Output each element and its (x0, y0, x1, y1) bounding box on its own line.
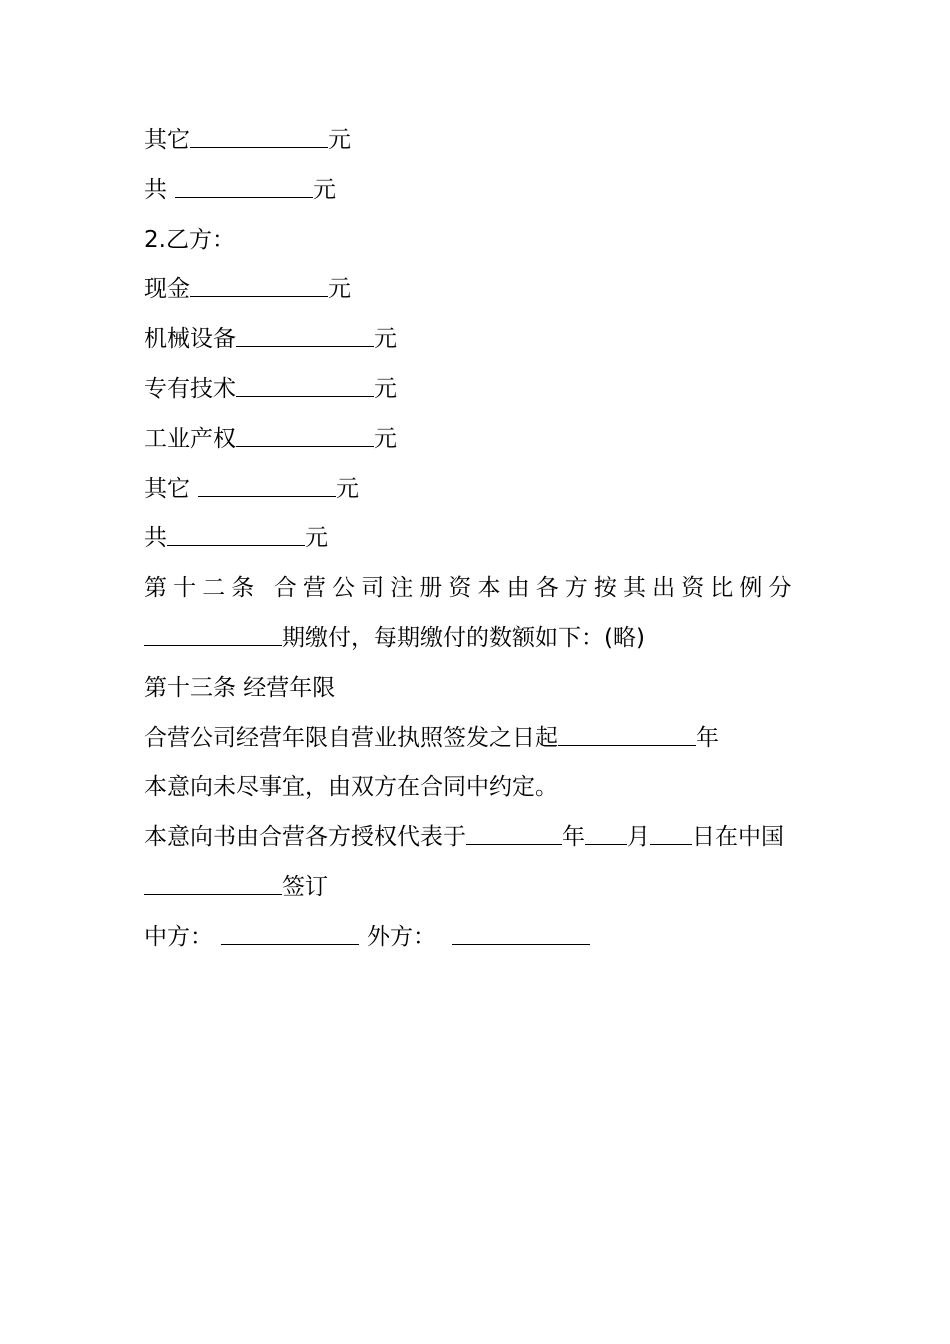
foreign-party-signature-blank[interactable] (452, 922, 590, 945)
month-label: 月 (627, 824, 650, 851)
party-b-industrial-property-line (144, 415, 824, 465)
total-label: 共 (144, 176, 167, 203)
party-b-cash-line (144, 265, 824, 315)
other-amount-blank[interactable] (198, 474, 336, 497)
article-13-heading: 第十三条 经营年限 (144, 674, 336, 701)
installments-blank[interactable] (144, 623, 282, 646)
currency-unit: 元 (374, 375, 397, 402)
signing-place-line (144, 863, 824, 913)
foreign-party-label: 外方： (367, 923, 436, 950)
party-b-total-line (144, 514, 824, 564)
party-b-other-line (144, 465, 824, 515)
party-a-total-line (144, 166, 824, 216)
signing-place-blank[interactable] (144, 872, 282, 895)
total-amount-blank[interactable] (175, 175, 313, 198)
total-label: 共 (144, 525, 167, 552)
currency-unit: 元 (374, 425, 397, 452)
machinery-label: 机械设备 (144, 326, 236, 353)
proprietary-tech-label: 专有技术 (144, 375, 236, 402)
currency-unit: 元 (313, 176, 336, 203)
cash-amount-blank[interactable] (190, 274, 328, 297)
industrial-property-amount-blank[interactable] (236, 424, 374, 447)
party-a-other-line (144, 116, 824, 166)
currency-unit: 元 (336, 475, 359, 502)
proprietary-tech-amount-blank[interactable] (236, 374, 374, 397)
total-amount-blank[interactable] (167, 523, 305, 546)
party-b-machinery-line (144, 315, 824, 365)
year-label: 年 (562, 824, 585, 851)
currency-unit: 元 (328, 127, 351, 153)
signing-month-blank[interactable] (585, 822, 627, 845)
currency-unit: 元 (305, 525, 328, 552)
industrial-property-label: 工业产权 (144, 425, 236, 452)
article-12-text: 期缴付，每期缴付的数额如下：(略) (282, 624, 645, 651)
signing-prefix: 本意向书由合营各方授权代表于 (144, 824, 466, 851)
unfinished-matters-line: 本意向未尽事宜，由双方在合同中约定。 (144, 774, 558, 801)
signatures-line (144, 913, 824, 963)
term-text: 合营公司经营年限自营业执照签发之日起 (144, 724, 558, 751)
currency-unit: 元 (328, 276, 351, 303)
signing-day-blank[interactable] (650, 822, 692, 845)
currency-unit: 元 (374, 326, 397, 353)
day-place-label: 日在中国 (692, 824, 784, 851)
signing-year-blank[interactable] (466, 822, 562, 845)
other-label: 其它 (144, 475, 190, 502)
party-b-proprietary-tech-line (144, 365, 824, 415)
party-b-heading: 2.乙方： (144, 226, 235, 253)
year-unit: 年 (696, 724, 719, 751)
article-12-line-2 (144, 614, 824, 664)
article-13-term-line (144, 714, 824, 764)
cash-label: 现金 (144, 276, 190, 303)
signed-label: 签订 (282, 873, 328, 900)
signing-date-line (144, 813, 824, 863)
chinese-party-label: 中方： (144, 923, 213, 950)
term-years-blank[interactable] (558, 723, 696, 746)
other-label: 其它 (144, 127, 190, 153)
other-amount-blank[interactable] (190, 125, 328, 148)
contract-page (144, 116, 824, 963)
machinery-amount-blank[interactable] (236, 324, 374, 347)
article-12-line-1: 第十二条 合营公司注册资本由各方按其出资比例分 (144, 575, 798, 602)
chinese-party-signature-blank[interactable] (221, 922, 359, 945)
